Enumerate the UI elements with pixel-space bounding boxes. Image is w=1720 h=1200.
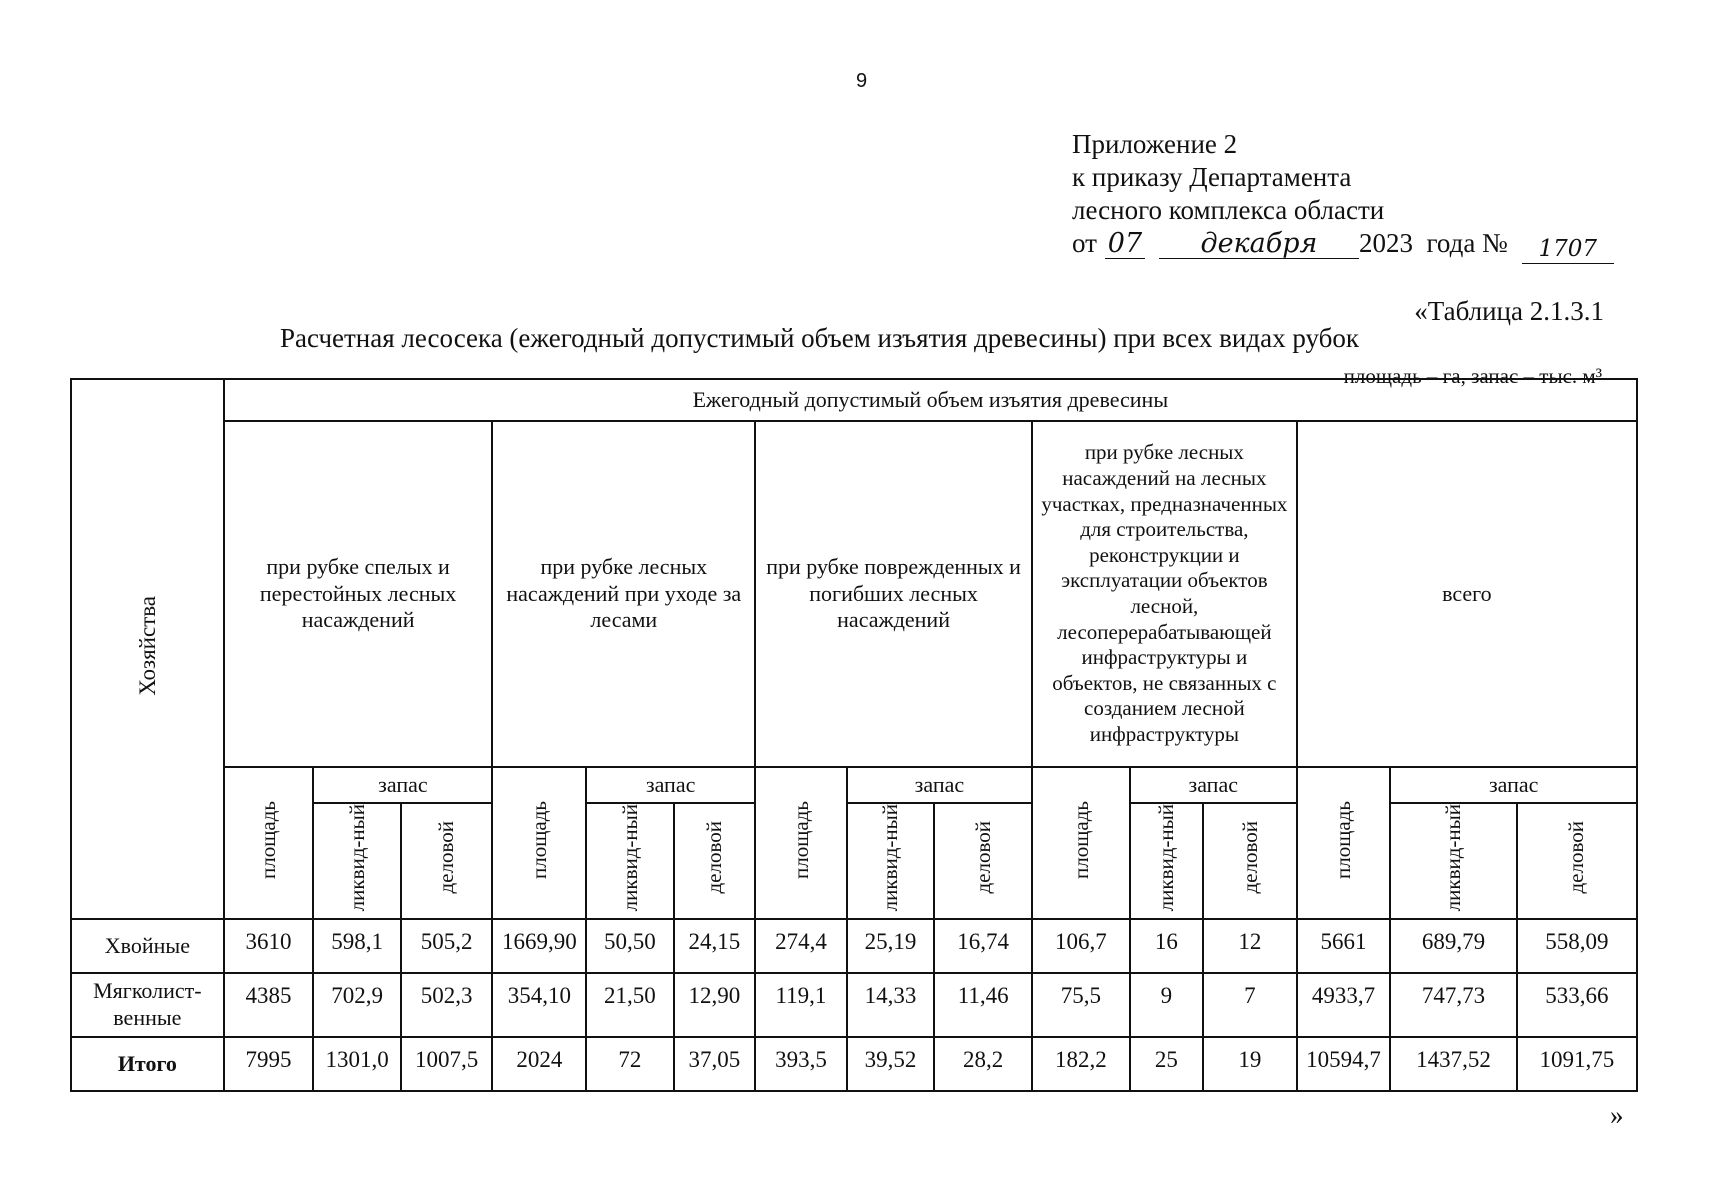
table-cell: 37,05 [674,1037,755,1091]
table-cell: 12,90 [674,973,755,1037]
sub-header-liquid: ликвид-ный [847,803,935,919]
table-cell: 75,5 [1032,973,1130,1037]
sub-header-stock: запас [847,767,1032,803]
sub-header-stock: запас [1130,767,1297,803]
handwritten-doc-number: 1707 [1522,227,1614,264]
row-header: Хозяйства [134,595,160,696]
table-cell: 72 [586,1037,674,1091]
handwritten-month: декабря [1159,230,1359,259]
table-title: Расчетная лесосека (ежегодный допустимый объем изъятия древесины) при всех видах рубок [280,323,1359,353]
table-row [71,919,1637,973]
table-cell: 5661 [1297,919,1391,973]
group-header-mature: при рубке спелых и перестойных лесных насаждений [224,421,493,767]
date-year-suffix: 2023 года № [1358,228,1508,258]
date-prefix: от [1072,228,1097,258]
table-cell: 558,09 [1517,919,1637,973]
sub-header-liquid: ликвид-ный [586,803,674,919]
table-cell: 689,79 [1390,919,1516,973]
table-cell: 502,3 [401,973,493,1037]
table-cell: 702,9 [313,973,401,1037]
sub-header-stock: запас [313,767,492,803]
group-header-total: всего [1297,421,1637,767]
table-cell: 9 [1130,973,1203,1037]
table-cell: 39,52 [847,1037,935,1091]
allowable-cut-table [70,378,1638,1092]
table-cell: 14,33 [847,973,935,1037]
table-cell: 598,1 [313,919,401,973]
units-note: площадь – га, запас – тыс. м³ [1343,364,1602,388]
sub-header-area: площадь [1297,767,1391,919]
table-cell: 747,73 [1390,973,1516,1037]
table-cell: 119,1 [755,973,847,1037]
group-header-infrastructure: при рубке лесных насаждений на лесных участках, предназначенных для строительства, реконструкции и эксплуатации объектов лесной, лесоперерабатывающей инфраструктуры и объектов, не связанных с созданием лесной инфраструктуры [1032,421,1297,767]
table-cell: 1301,0 [313,1037,401,1091]
group-header-damaged: при рубке поврежденных и погибших лесных насаждений [755,421,1032,767]
table-cell: 25,19 [847,919,935,973]
table-cell: 12 [1203,919,1297,973]
appendix-line-3: лесного комплекса области [1072,195,1385,225]
handwritten-day: 07 [1105,230,1145,259]
table-cell: 182,2 [1032,1037,1130,1091]
table-cell: 354,10 [492,973,586,1037]
table-cell: 4385 [224,973,314,1037]
sub-header-area: площадь [1032,767,1130,919]
appendix-line-1: Приложение 2 [1072,129,1238,159]
table-cell: 24,15 [674,919,755,973]
table-cell: 3610 [224,919,314,973]
table-cell: 533,66 [1517,973,1637,1037]
sub-header-business: деловой [1517,803,1637,919]
table-label: «Таблица 2.1.3.1 [1414,296,1604,326]
sub-header-area: площадь [755,767,847,919]
sub-header-area: площадь [492,767,586,919]
sub-header-liquid: ликвид-ный [1130,803,1203,919]
row-label: Хвойные [71,919,224,973]
appendix-date-line [1072,227,1614,264]
table-cell: 50,50 [586,919,674,973]
sub-header-liquid: ликвид-ный [1390,803,1516,919]
sub-header-area: площадь [224,767,314,919]
table-cell: 505,2 [401,919,493,973]
super-header: Ежегодный допустимый объем изъятия древесины [224,379,1637,421]
group-header-care: при рубке лесных насаждений при уходе за лесами [492,421,755,767]
table-cell: 1437,52 [1390,1037,1516,1091]
row-label: Мягколист-венные [71,973,224,1037]
table-cell: 11,46 [934,973,1032,1037]
page-number: 9 [856,70,868,92]
table-cell: 19 [1203,1037,1297,1091]
table-cell: 393,5 [755,1037,847,1091]
sub-header-business: деловой [401,803,493,919]
table-row [71,973,1637,1037]
table-row [71,1037,1637,1091]
appendix-block [1072,128,1614,264]
table-cell: 106,7 [1032,919,1130,973]
appendix-line-2: к приказу Департамента [1072,162,1352,192]
table-cell: 21,50 [586,973,674,1037]
table-cell: 7 [1203,973,1297,1037]
sub-header-liquid: ликвид-ный [313,803,401,919]
sub-header-business: деловой [674,803,755,919]
sub-header-stock: запас [586,767,755,803]
table-cell: 25 [1130,1037,1203,1091]
sub-header-business: деловой [934,803,1032,919]
row-label: Итого [71,1037,224,1091]
table-cell: 1091,75 [1517,1037,1637,1091]
table-cell: 16 [1130,919,1203,973]
sub-header-business: деловой [1203,803,1297,919]
closing-quote: » [1610,1100,1624,1130]
table-cell: 28,2 [934,1037,1032,1091]
table-cell: 4933,7 [1297,973,1391,1037]
sub-header-stock: запас [1390,767,1637,803]
row-header-cell [71,379,224,919]
table-cell: 16,74 [934,919,1032,973]
table-cell: 10594,7 [1297,1037,1391,1091]
table-cell: 1007,5 [401,1037,493,1091]
table-cell: 7995 [224,1037,314,1091]
table-cell: 2024 [492,1037,586,1091]
table-cell: 274,4 [755,919,847,973]
table-cell: 1669,90 [492,919,586,973]
